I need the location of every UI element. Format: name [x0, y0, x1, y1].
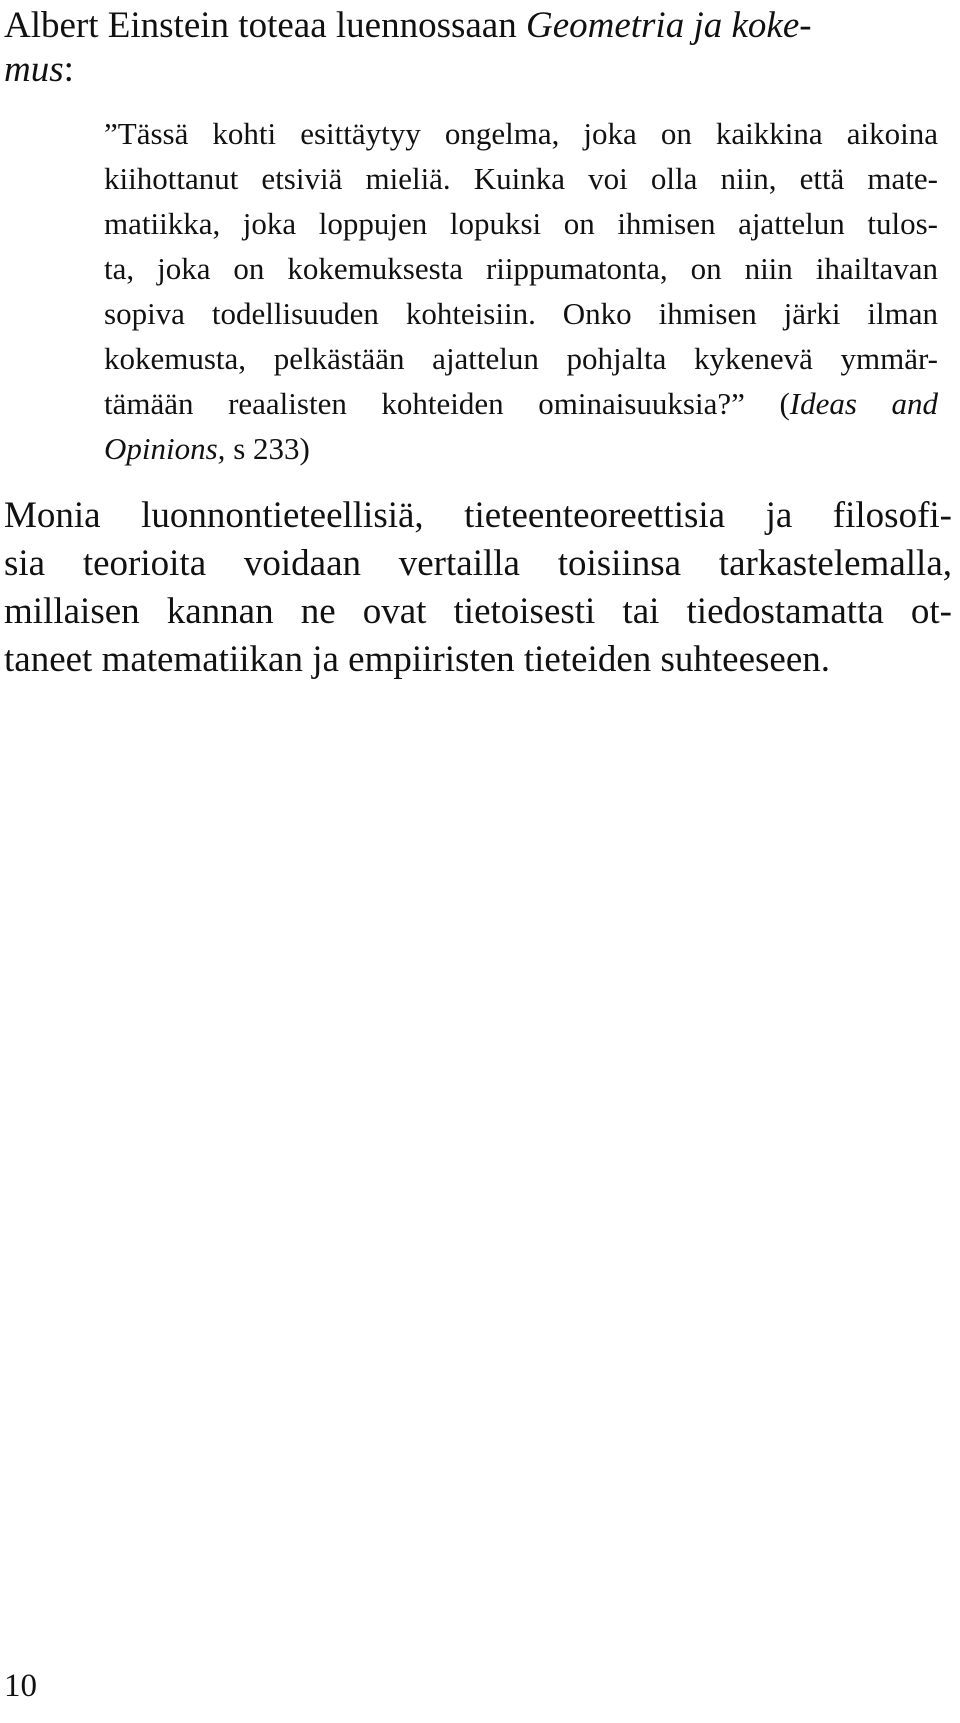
- intro-text: Albert Einstein toteaa luennossaan: [4, 5, 526, 46]
- quote-text: tämään reaalisten kohteiden ominaisuuksia?” (: [104, 386, 790, 421]
- source-title: Ideas and: [789, 386, 938, 421]
- quote-line-1: ”Tässä kohti esittäytyy ongelma, joka on kaikkina aikoina: [104, 116, 938, 151]
- intro-colon: :: [63, 49, 74, 90]
- intro-line-2: [4, 51, 74, 88]
- quote-line-5: sopiva todellisuuden kohteisiin. Onko ihmisen järki ilman: [104, 296, 938, 331]
- quote-line-6: kokemusta, pelkästään ajattelun pohjalta kykenevä ymmär-: [104, 341, 938, 376]
- lecture-title-end: mus: [4, 49, 64, 90]
- body-line-2: sia teorioita voidaan vertailla toisiinsa tarkastelemalla,: [4, 543, 952, 584]
- quote-line-2: kiihottanut etsiviä mieliä. Kuinka voi olla niin, että mate-: [104, 161, 938, 196]
- quote-line-8: [104, 433, 310, 464]
- quote-line-7: [104, 388, 938, 419]
- body-line-1: Monia luonnontieteellisiä, tieteenteoreettisia ja filosofi-: [4, 495, 952, 536]
- intro-line-1: [4, 7, 812, 44]
- quote-line-4: ta, joka on kokemuksesta riippumatonta, on niin ihailtavan: [104, 251, 938, 286]
- source-title-end: Opinions,: [104, 431, 226, 466]
- quote-line-3: matiikka, joka loppujen lopuksi on ihmisen ajattelun tulos-: [104, 206, 938, 241]
- body-line-3: millaisen kannan ne ovat tietoisesti tai tiedostamatta ot-: [4, 591, 952, 632]
- page-number: 10: [4, 1668, 37, 1704]
- source-page: s 233): [225, 431, 310, 466]
- lecture-title: Geometria ja koke-: [525, 5, 812, 46]
- body-line-4: taneet matematiikan ja empiiristen tieteiden suhteeseen.: [4, 639, 831, 680]
